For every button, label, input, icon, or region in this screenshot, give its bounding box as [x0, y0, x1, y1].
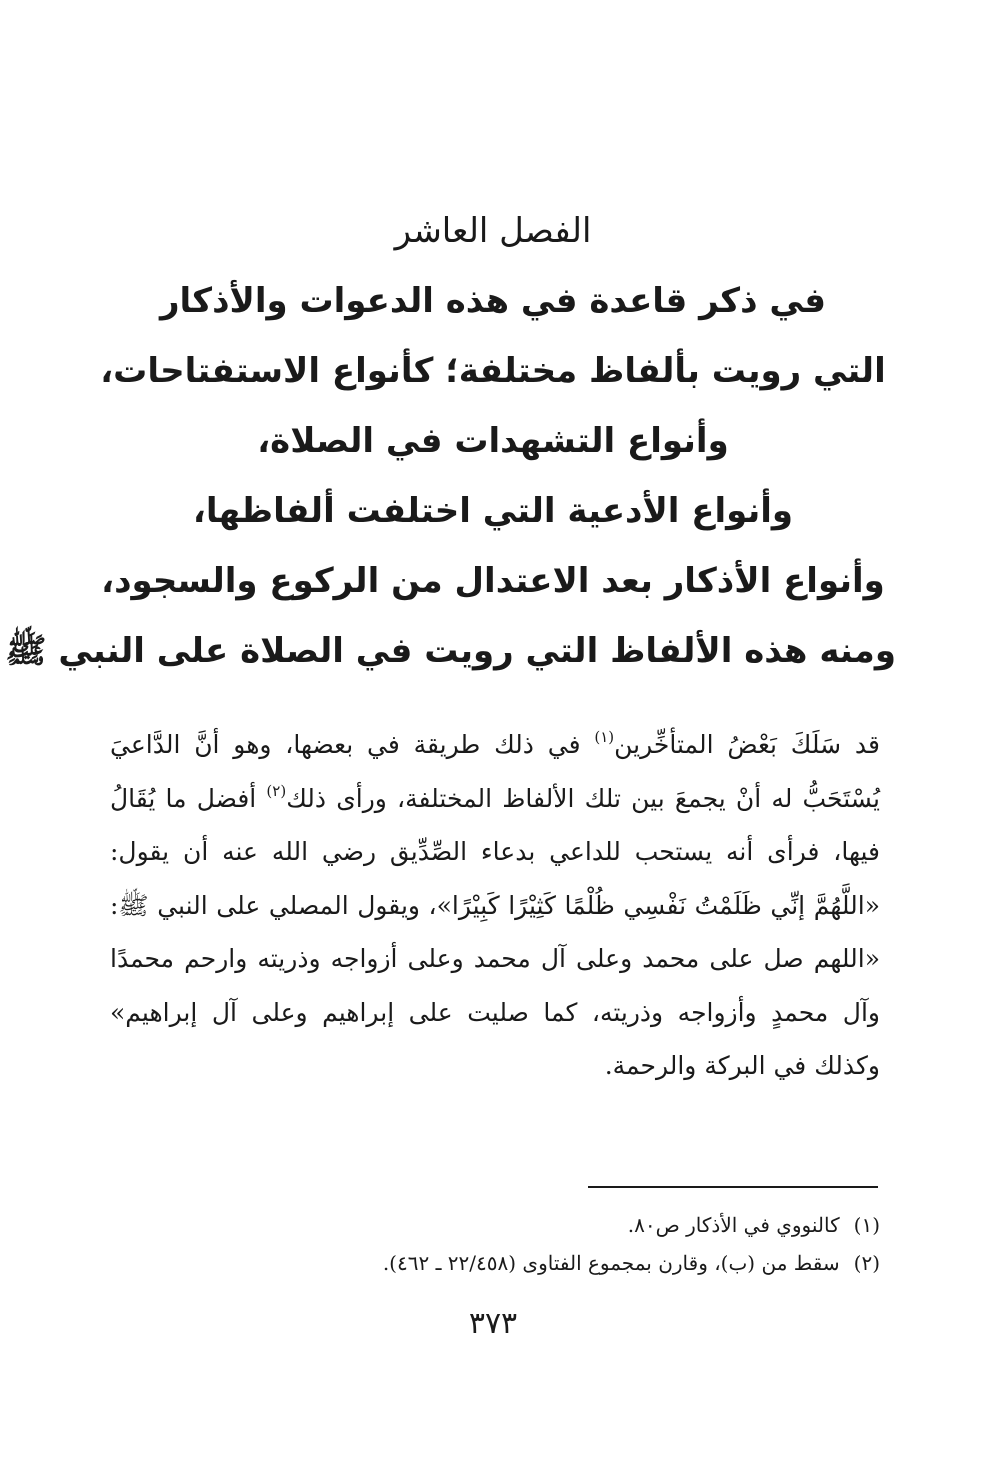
chapter-subtitle-line-1: في ذكر قاعدة في هذه الدعوات والأذكار: [159, 281, 827, 321]
footnotes: [110, 1206, 880, 1282]
footnote-number: (٢): [853, 1251, 880, 1275]
body-text-segment: أفضل ما يُقَالُ فيها، فرأى أنه يستحب للداعي بدعاء الصِّدِّيق رضي الله عنه أن يقول: «اللَّهُمَّ إنِّي ظَلَمْتُ نَفْسِي ظُلْمًا كَثِيْرًا كَبِيْرًا»، ويقول المصلي على النبي ﷺ: «اللهم صل على محمد وعلى آل محمد وعلى أزواجه وذريته وارحم محمدًا وآل محمدٍ وأزواجه وذريته، كما صليت على إبراهيم وعلى آل إبراهيم» وكذلك في البركة والرحمة.: [110, 783, 880, 1080]
footnote-number: (١): [853, 1213, 880, 1237]
footnote-separator: [588, 1186, 878, 1188]
footnote-2: [110, 1244, 880, 1282]
footnote-ref-2: (٢): [266, 781, 287, 800]
chapter-subtitle-line-6: ومنه هذه الألفاظ التي رويت في الصلاة على النبي ﷺ: [5, 631, 896, 671]
chapter-subtitle-line-2: التي رويت بألفاظ مختلفة؛ كأنواع الاستفتاحات،: [100, 351, 886, 391]
body-text-segment: في ذلك طريقة في بعضها، وهو أنَّ الدَّاعيَ يُسْتَحَبُّ له أنْ يجمعَ بين تلك الألفاظ المختلفة، ورأى ذلك: [110, 730, 880, 813]
footnote-ref-1: (١): [594, 728, 615, 746]
chapter-title: الفصل العاشر: [394, 211, 592, 251]
footnote-1: [110, 1206, 880, 1244]
chapter-subtitle-line-3: وأنواع التشهدات في الصلاة،: [257, 421, 729, 461]
chapter-subtitle-line-4: وأنواع الأدعية التي اختلفت ألفاظها،: [192, 491, 794, 531]
footnote-text: كالنووي في الأذكار ص٨٠.: [627, 1213, 840, 1237]
body-text-segment: قد سَلَكَ بَعْضُ المتأخِّرين: [614, 730, 880, 759]
footnote-text: سقط من (ب)، وقارن بمجموع الفتاوى (٢٢/٤٥٨ ـ ٤٦٢).: [382, 1251, 840, 1275]
chapter-heading: [5, 196, 896, 686]
body-paragraph: [110, 718, 880, 1093]
chapter-subtitle-line-5: وأنواع الأذكار بعد الاعتدال من الركوع والسجود،: [101, 561, 885, 601]
page-number: ٣٧٣: [468, 1306, 518, 1341]
